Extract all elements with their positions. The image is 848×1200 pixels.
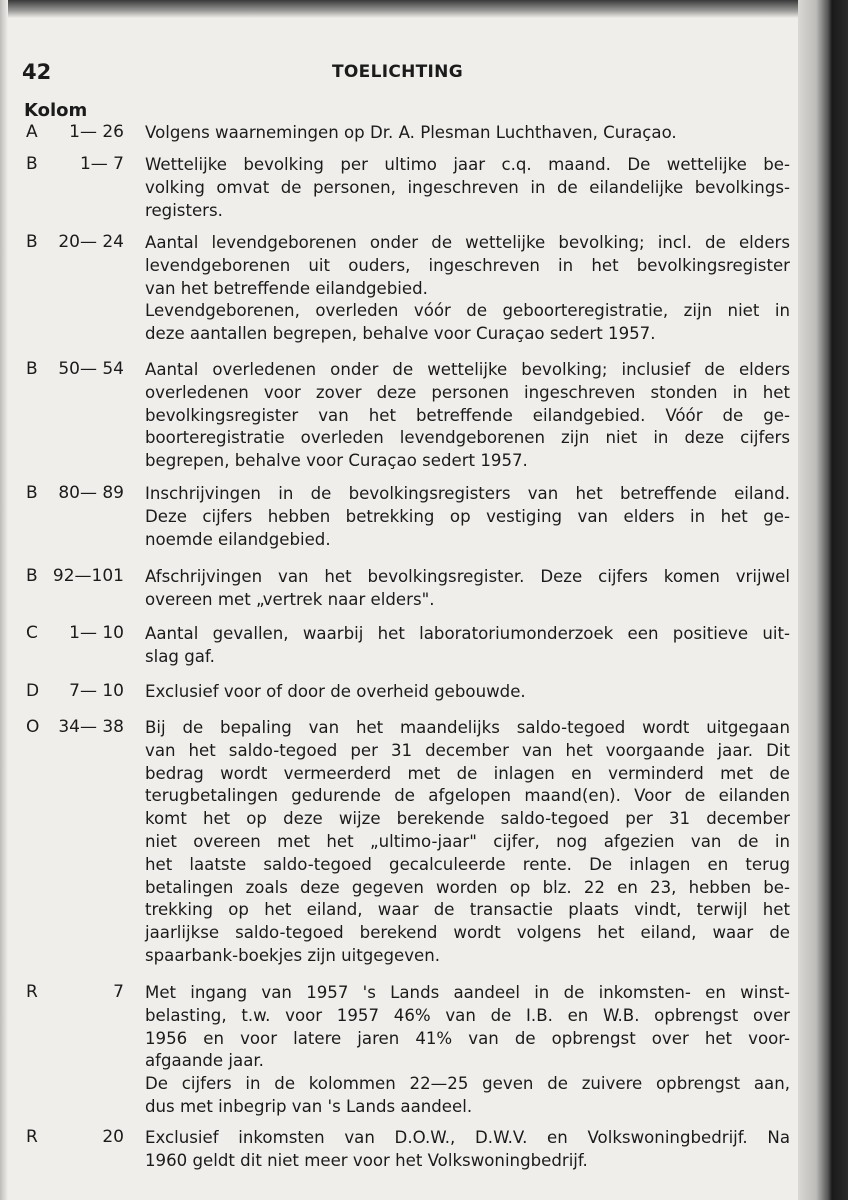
note-column-range: 20— 24: [58, 232, 124, 252]
note-section-letter: R: [26, 982, 38, 1002]
note-section-letter: B: [26, 154, 38, 174]
note-text-line: van het saldo-tegoed per 31 december van het voorgaande jaar. Dit: [145, 740, 790, 760]
note-text: [145, 122, 790, 145]
scan-top-shadow: [0, 0, 848, 18]
note-column-range: 1— 7: [79, 154, 124, 174]
note-text-line: bevolkingsregister van het betreffende eilandgebied. Vóór de ge-: [145, 405, 790, 425]
scan-left-edge: [0, 0, 8, 1200]
note-column-range: 20: [102, 1127, 124, 1147]
note-text: [145, 359, 790, 473]
note-section-letter: C: [26, 623, 38, 643]
note-text-line: 1956 en voor latere jaren 41% van de opbrengst over het voor-: [145, 1028, 790, 1048]
note-text-line: slag gaf.: [145, 646, 215, 666]
note-section-letter: B: [26, 483, 38, 503]
note-text-line: Deze cijfers hebben betrekking op vestiging van elders in het ge-: [145, 506, 790, 526]
note-text-line: begrepen, behalve voor Curaçao sedert 1957.: [145, 451, 528, 471]
note-text-line: De cijfers in de kolommen 22—25 geven de zuivere opbrengst aan,: [145, 1074, 790, 1094]
note-text-line: Aantal overledenen onder de wettelijke bevolking; inclusief de elders: [145, 360, 790, 379]
note-text: [145, 154, 790, 222]
note-text-line: Wettelijke bevolking per ultimo jaar c.q. maand. De wettelijke be-: [145, 155, 790, 174]
note-section-letter: B: [26, 566, 38, 586]
note-text-line: bedrag wordt vermeerderd met de inlagen en verminderd met de: [145, 763, 790, 783]
note-text-line: belasting, t.w. voor 1957 46% van de I.B. en W.B. opbrengst over: [145, 1005, 790, 1025]
note-text-line: betalingen zoals deze gegeven worden op blz. 22 en 23, hebben be-: [145, 877, 790, 897]
column-heading: Kolom: [24, 100, 88, 121]
note-text-line: Afschrijvingen van het bevolkingsregister. Deze cijfers komen vrijwel: [145, 567, 790, 586]
note-text-line: van het betreffende eilandgebied.: [145, 278, 428, 298]
note-text: [145, 483, 790, 551]
note-text-line: Aantal gevallen, waarbij het laboratoriumonderzoek een positieve uit-: [145, 624, 790, 643]
note-text-line: niet overeen met het „ultimo-jaar" cijfer, nog afgezien van de in: [145, 831, 790, 851]
note-column-range: 34— 38: [58, 717, 124, 737]
note-text-line: Volgens waarnemingen op Dr. A. Plesman Luchthaven, Curaçao.: [145, 123, 677, 142]
note-section-letter: O: [26, 717, 40, 737]
note-text-line: registers.: [145, 200, 223, 220]
note-text-line: dus met inbegrip van 's Lands aandeel.: [145, 1096, 473, 1116]
note-text-line: overledenen voor zover deze personen ingeschreven stonden in het: [145, 382, 790, 402]
note-text-line: afgaande jaar.: [145, 1051, 264, 1071]
note-text-line: volking omvat de personen, ingeschreven in de eilandelijke bevolkings-: [145, 177, 790, 197]
note-column-range: 92—101: [52, 566, 124, 586]
note-text: [145, 1127, 790, 1173]
note-text-line: noemde eilandgebied.: [145, 529, 331, 549]
note-text-line: Exclusief voor of door de overheid gebouwde.: [145, 682, 526, 701]
note-text-line: 1960 geldt dit niet meer voor het Volkswoningbedrijf.: [145, 1150, 588, 1170]
note-text: [145, 232, 790, 346]
scan-right-edge: [798, 0, 848, 1200]
note-text-line: jaarlijkse saldo-tegoed berekend wordt volgens het eiland, waar de: [145, 923, 790, 943]
note-text: [145, 566, 790, 612]
note-text: [145, 982, 790, 1119]
page-title: TOELICHTING: [332, 62, 463, 82]
note-column-range: 50— 54: [58, 359, 124, 379]
note-text-line: het laatste saldo-tegoed gecalculeerde rente. De inlagen en terug: [145, 854, 790, 874]
note-text: [145, 681, 790, 704]
note-text: [145, 717, 790, 968]
note-column-range: 1— 26: [69, 122, 124, 142]
note-text-line: boorteregistratie overleden levendgeborenen zijn niet in deze cijfers: [145, 428, 790, 448]
note-text-line: Aantal levendgeborenen onder de wettelijke bevolking; incl. de elders: [145, 233, 790, 252]
note-text-line: Inschrijvingen in de bevolkingsregisters van het betreffende eiland.: [145, 484, 790, 503]
note-text-line: deze aantallen begrepen, behalve voor Curaçao sedert 1957.: [145, 324, 656, 344]
note-text-line: Exclusief inkomsten van D.O.W., D.W.V. en Volkswoningbedrijf. Na: [145, 1128, 790, 1147]
note-column-range: 7: [113, 982, 124, 1002]
note-column-range: 80— 89: [58, 483, 124, 503]
note-text-line: terugbetalingen gedurende de afgelopen maand(en). Voor de eilanden: [145, 786, 790, 806]
note-text-line: spaarbank-boekjes zijn uitgegeven.: [145, 945, 441, 965]
page-number: 42: [22, 60, 52, 84]
note-text-line: komt het op deze wijze berekende saldo-tegoed per 31 december: [145, 809, 790, 829]
note-text-line: overeen met „vertrek naar elders".: [145, 589, 435, 609]
note-text-line: levendgeborenen uit ouders, ingeschreven in het bevolkingsregister: [145, 255, 790, 275]
note-section-letter: B: [26, 359, 38, 379]
note-column-range: 1— 10: [69, 623, 124, 643]
note-section-letter: A: [26, 122, 38, 142]
note-section-letter: D: [26, 681, 40, 701]
note-text-line: Met ingang van 1957 's Lands aandeel in de inkomsten- en winst-: [145, 983, 790, 1002]
note-text-line: Bij de bepaling van het maandelijks saldo-tegoed wordt uitgegaan: [145, 718, 790, 737]
note-section-letter: R: [26, 1127, 38, 1147]
note-column-range: 7— 10: [69, 681, 124, 701]
note-text-line: trekking op het eiland, waar de transactie plaats vindt, terwijl het: [145, 900, 790, 920]
note-section-letter: B: [26, 232, 38, 252]
note-text: [145, 623, 790, 669]
note-text-line: Levendgeborenen, overleden vóór de geboorteregistratie, zijn niet in: [145, 301, 790, 321]
